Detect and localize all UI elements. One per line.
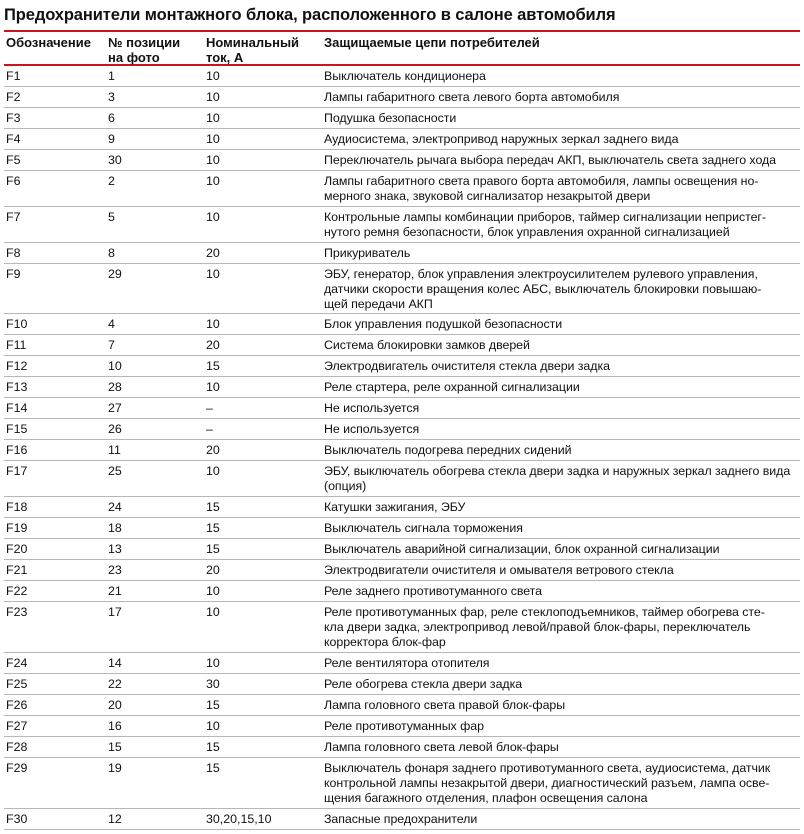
cell-circuits: Лампы габаритного света левого борта автомобиля	[324, 90, 620, 104]
cell-circuits: Реле стартера, реле охранной сигнализации	[324, 380, 580, 394]
cell-current: 15	[206, 500, 220, 514]
cell-current: 10	[206, 719, 220, 733]
cell-designation: F13	[6, 380, 28, 394]
cell-circuits: Переключатель рычага выбора передач АКП, выключатель света заднего хода	[324, 153, 777, 167]
cell-position: 18	[108, 521, 122, 535]
cell-current: 15	[206, 359, 220, 373]
cell-circuits: Контрольные лампы комбинации приборов, таймер сигнализации непристег- нутого ремня безопасности, блок управления охранной сигнализацией	[324, 210, 766, 239]
cell-current: 10	[206, 267, 220, 281]
table-row	[4, 653, 800, 674]
table-row	[4, 440, 800, 461]
cell-current: 15	[206, 761, 220, 775]
cell-designation: F26	[6, 698, 28, 712]
cell-current: 10	[206, 605, 220, 619]
table-row	[4, 356, 800, 377]
cell-designation: F20	[6, 542, 28, 556]
cell-current: 10	[206, 380, 220, 394]
header-circuits: Защищаемые цепи потребителей	[324, 35, 540, 50]
cell-position: 5	[108, 210, 115, 224]
cell-position: 13	[108, 542, 122, 556]
table-row	[4, 758, 800, 809]
cell-designation: F6	[6, 174, 21, 188]
cell-circuits: Реле заднего противотуманного света	[324, 584, 542, 598]
cell-position: 23	[108, 563, 122, 577]
table-body	[4, 66, 800, 830]
cell-circuits: Не используется	[324, 401, 420, 415]
cell-designation: F7	[6, 210, 21, 224]
cell-current: 20	[206, 443, 220, 457]
cell-current: 10	[206, 111, 220, 125]
cell-position: 27	[108, 401, 122, 415]
cell-designation: F2	[6, 90, 21, 104]
table-row	[4, 171, 800, 207]
cell-current: 10	[206, 153, 220, 167]
cell-circuits: Лампы габаритного света правого борта автомобиля, лампы освещения но- мерного знака, звуковой сигнализатор незакрытой двери	[324, 174, 759, 203]
cell-designation: F19	[6, 521, 28, 535]
cell-position: 2	[108, 174, 115, 188]
cell-designation: F4	[6, 132, 21, 146]
cell-current: 10	[206, 174, 220, 188]
table-row	[4, 602, 800, 653]
cell-circuits: ЭБУ, генератор, блок управления электроусилителем рулевого управления, датчики скорости вращения колес АБС, выключатель блокировки повышаю- щей передачи АКП	[324, 267, 762, 311]
cell-position: 6	[108, 111, 115, 125]
cell-circuits: Лампа головного света левой блок-фары	[324, 740, 559, 754]
table-row	[4, 87, 800, 108]
table-row	[4, 398, 800, 419]
cell-circuits: Прикуриватель	[324, 246, 411, 260]
cell-current: 10	[206, 584, 220, 598]
cell-circuits: Выключатель кондиционера	[324, 69, 486, 83]
cell-position: 4	[108, 317, 115, 331]
table-row	[4, 581, 800, 602]
cell-current: 20	[206, 338, 220, 352]
cell-position: 20	[108, 698, 122, 712]
cell-current: 20	[206, 246, 220, 260]
cell-circuits: Блок управления подушкой безопасности	[324, 317, 563, 331]
cell-current: 10	[206, 464, 220, 478]
fuse-table	[4, 30, 800, 830]
cell-position: 14	[108, 656, 122, 670]
cell-current: –	[206, 401, 213, 415]
cell-circuits: Выключатель сигнала торможения	[324, 521, 523, 535]
cell-designation: F18	[6, 500, 28, 514]
cell-circuits: Выключатель аварийной сигнализации, блок охранной сигнализации	[324, 542, 720, 556]
cell-designation: F23	[6, 605, 28, 619]
cell-current: 15	[206, 542, 220, 556]
cell-position: 7	[108, 338, 115, 352]
table-row	[4, 314, 800, 335]
header-current: Номинальный ток, А	[206, 35, 300, 65]
table-row	[4, 461, 800, 497]
cell-circuits: Реле противотуманных фар	[324, 719, 484, 733]
table-row	[4, 674, 800, 695]
cell-designation: F12	[6, 359, 28, 373]
cell-designation: F28	[6, 740, 28, 754]
table-row	[4, 560, 800, 581]
cell-position: 3	[108, 90, 115, 104]
cell-circuits: Катушки зажигания, ЭБУ	[324, 500, 466, 514]
table-row	[4, 737, 800, 758]
cell-position: 16	[108, 719, 122, 733]
cell-designation: F27	[6, 719, 28, 733]
cell-circuits: ЭБУ, выключатель обогрева стекла двери задка и наружных зеркал заднего вида (опция)	[324, 464, 791, 493]
cell-current: 15	[206, 698, 220, 712]
cell-position: 15	[108, 740, 122, 754]
header-designation: Обозначение	[6, 35, 91, 50]
table-row	[4, 150, 800, 171]
cell-position: 21	[108, 584, 122, 598]
cell-position: 8	[108, 246, 115, 260]
cell-designation: F3	[6, 111, 21, 125]
cell-designation: F15	[6, 422, 28, 436]
table-row	[4, 108, 800, 129]
page-title: Предохранители монтажного блока, расположенного в салоне автомобиля	[4, 6, 616, 24]
cell-circuits: Реле обогрева стекла двери задка	[324, 677, 523, 691]
table-row	[4, 66, 800, 87]
table-row	[4, 518, 800, 539]
table-header	[4, 30, 800, 66]
table-row	[4, 809, 800, 830]
table-row	[4, 243, 800, 264]
cell-designation: F10	[6, 317, 28, 331]
cell-position: 12	[108, 812, 122, 826]
cell-current: 15	[206, 521, 220, 535]
cell-position: 26	[108, 422, 122, 436]
table-row	[4, 497, 800, 518]
cell-current: 10	[206, 69, 220, 83]
cell-circuits: Лампа головного света правой блок-фары	[324, 698, 566, 712]
cell-designation: F16	[6, 443, 28, 457]
cell-current: 15	[206, 740, 220, 754]
table-row	[4, 377, 800, 398]
cell-current: 30,20,15,10	[206, 812, 272, 826]
cell-designation: F22	[6, 584, 28, 598]
cell-position: 30	[108, 153, 122, 167]
cell-designation: F17	[6, 464, 28, 478]
cell-circuits: Реле вентилятора отопителя	[324, 656, 490, 670]
cell-designation: F11	[6, 338, 27, 352]
table-row	[4, 129, 800, 150]
cell-current: 10	[206, 210, 220, 224]
cell-position: 29	[108, 267, 122, 281]
cell-circuits: Выключатель подогрева передних сидений	[324, 443, 572, 457]
table-row	[4, 207, 800, 243]
header-position: № позиции на фото	[108, 35, 181, 65]
cell-circuits: Запасные предохранители	[324, 812, 478, 826]
cell-current: 10	[206, 317, 220, 331]
cell-designation: F29	[6, 761, 28, 775]
cell-position: 11	[108, 443, 121, 457]
cell-designation: F24	[6, 656, 28, 670]
cell-designation: F30	[6, 812, 28, 826]
cell-designation: F5	[6, 153, 21, 167]
cell-circuits: Выключатель фонаря заднего противотуманного света, аудиосистема, датчик контрольной лампы незакрытой двери, диагностический разъем, лампа осве- щения багажного отделения, плафон освещения салона	[324, 761, 771, 805]
table-row	[4, 695, 800, 716]
table-row	[4, 335, 800, 356]
cell-designation: F8	[6, 246, 21, 260]
cell-position: 24	[108, 500, 122, 514]
cell-position: 28	[108, 380, 122, 394]
cell-current: 10	[206, 656, 220, 670]
cell-circuits: Не используется	[324, 422, 420, 436]
cell-position: 25	[108, 464, 122, 478]
cell-position: 10	[108, 359, 122, 373]
cell-designation: F1	[6, 69, 21, 83]
table-row	[4, 419, 800, 440]
cell-circuits: Система блокировки замков дверей	[324, 338, 530, 352]
cell-designation: F25	[6, 677, 28, 691]
cell-designation: F21	[6, 563, 28, 577]
cell-current: –	[206, 422, 213, 436]
table-row	[4, 539, 800, 560]
cell-current: 10	[206, 132, 220, 146]
cell-position: 17	[108, 605, 122, 619]
cell-current: 20	[206, 563, 220, 577]
cell-circuits: Реле противотуманных фар, реле стеклоподъемников, таймер обогрева сте- кла двери задка, электропривод левой/правой блок-фары, переключатель корректора блок-фар	[324, 605, 765, 649]
cell-circuits: Электродвигатели очистителя и омывателя ветрового стекла	[324, 563, 674, 577]
cell-designation: F14	[6, 401, 28, 415]
cell-circuits: Подушка безопасности	[324, 111, 457, 125]
cell-position: 9	[108, 132, 115, 146]
table-row	[4, 716, 800, 737]
cell-designation: F9	[6, 267, 21, 281]
cell-circuits: Аудиосистема, электропривод наружных зеркал заднего вида	[324, 132, 679, 146]
cell-position: 1	[108, 69, 115, 83]
table-row	[4, 264, 800, 314]
cell-position: 19	[108, 761, 122, 775]
cell-current: 30	[206, 677, 220, 691]
cell-position: 22	[108, 677, 122, 691]
cell-current: 10	[206, 90, 220, 104]
cell-circuits: Электродвигатель очистителя стекла двери задка	[324, 359, 610, 373]
